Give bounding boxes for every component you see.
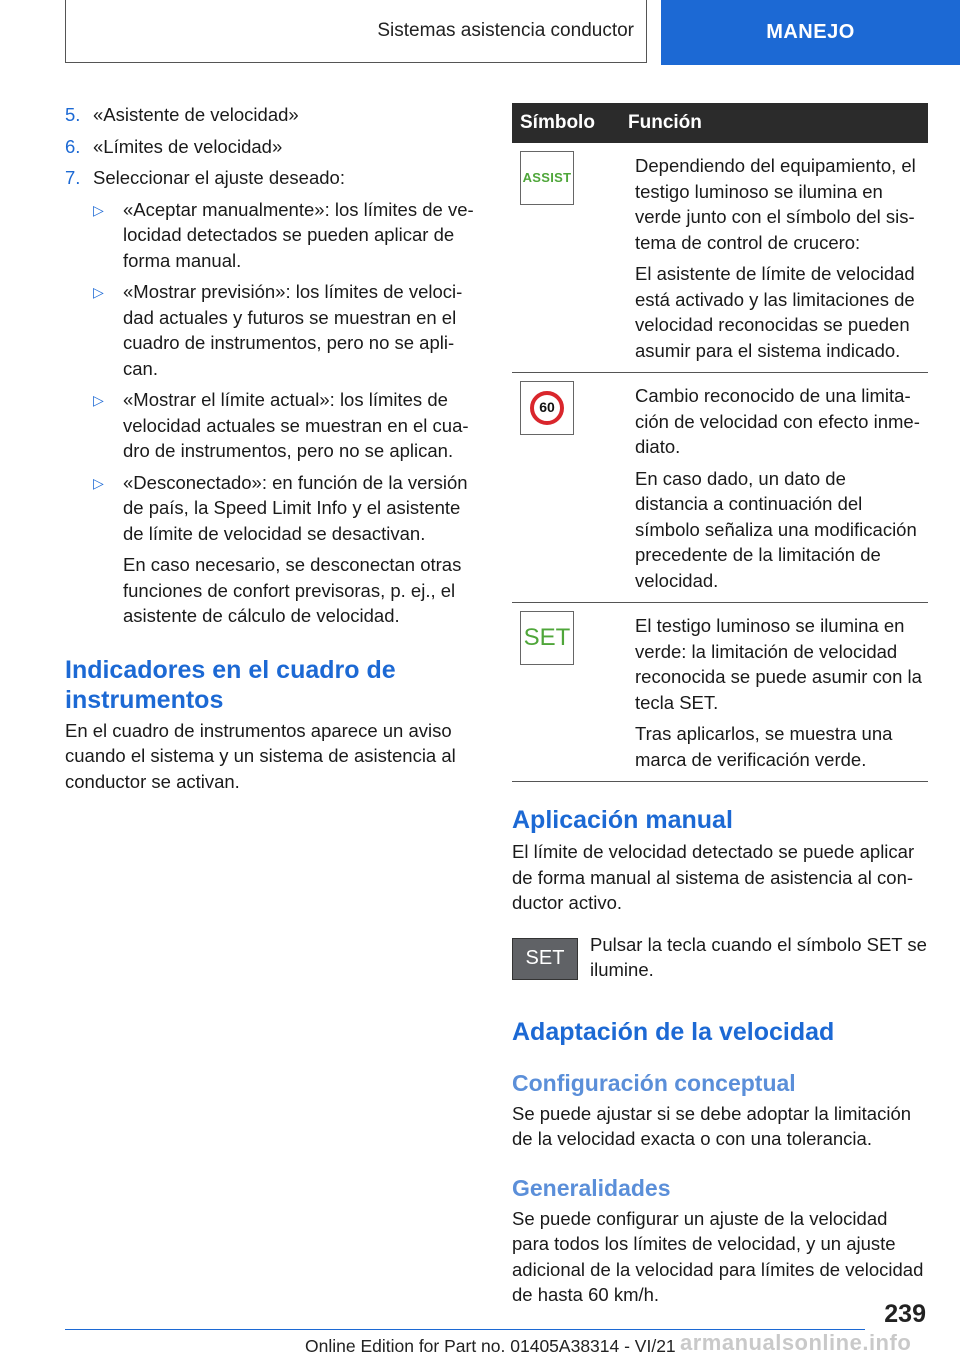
function-cell [620,143,928,373]
column-header-function: Función [620,103,928,143]
right-column [512,103,928,1308]
set-key-instruction [512,933,928,983]
function-text: Cambio reconocido de una limitación de velocidad con efecto inmediato. [635,385,920,457]
column-header-symbol: Símbolo [512,103,620,143]
header-section-title: Sistemas asistencia conductor [377,20,634,41]
set-key-label: SET [525,946,565,969]
option-prevision [93,279,477,381]
set-key-icon [512,938,578,980]
left-column [65,102,477,794]
watermark: armanualsonline.info [680,1330,912,1355]
footer-edition: Online Edition for Part no. 01405A38314 - VI/21 [305,1336,676,1356]
list-text: Seleccionar el ajuste deseado: [93,167,345,188]
symbol-cell [512,603,620,782]
function-text: Dependiendo del equipamiento, el testigo luminoso se ilumina en verde junto con el símbolo del sistema de control de crucero: [635,155,916,253]
function-text: En caso dado, un dato de distancia a continuación del símbolo señaliza una modificación precedente de la limitación de velocidad. [635,467,917,591]
paragraph-indicadores: En el cuadro de instrumentos aparece un aviso cuando el sistema y un sistema de asistencia al conductor se activan. [65,719,456,792]
list-item-7 [65,165,477,191]
page-number: 239 [884,1300,926,1328]
table-row [512,143,928,373]
list-number: 7. [65,167,81,188]
list-item-6 [65,134,477,160]
function-text: El asistente de límite de velocidad está activado y las limitaciones de velocidad reconocidas se pueden asumir para el sistema indicado. [635,263,915,361]
option-aceptar [93,197,477,274]
option-desconectado [93,470,477,629]
triangle-bullet-icon: ▷ [93,392,104,408]
header-section-box [65,0,647,63]
symbol-cell [512,373,620,603]
paragraph-generalidades: Se puede configurar un ajuste de la velocidad para todos los límites de velocidad, y un ajuste adicional de la velocidad para límites de velocidad de hasta 60 km/h. [512,1207,924,1305]
list-number: 6. [65,135,81,157]
chapter-tab-label: MANEJO [766,21,855,43]
set-indicator-label: SET [523,624,571,652]
symbol-cell [512,143,620,373]
assist-icon-label: ASSIST [522,170,572,186]
set-key-text: Pulsar la tecla cuando el símbolo SET se ilumine. [590,933,927,980]
table-row [512,373,928,603]
table-header-row [512,103,928,143]
option-text: «Mostrar el límite actual»: los límites de velocidad actuales se muestran en el cuadro de instrumentos, pero no se aplican. [123,389,469,461]
triangle-bullet-icon: ▷ [93,284,104,300]
option-text: «Desconectado»: en función de la versión de país, la Speed Limit Info y el asistente de límite de velocidad se desactivan. [123,471,468,544]
triangle-bullet-icon: ▷ [93,201,104,218]
function-cell [620,603,928,782]
paragraph-configuracion: Se puede ajustar si se debe adoptar la limitación de la velocidad exacta o con una tolerancia. [512,1102,912,1149]
table-row [512,603,928,782]
heading-adaptacion: Adaptación de la velocidad [512,1017,835,1046]
list-item-5 [65,102,477,128]
heading-generalidades: Generalidades [512,1174,671,1201]
option-text: «Mostrar previsión»: los límites de velocidad actuales y futuros se muestran en el cuadro de instrumentos, pero no se aplican. [123,281,463,379]
heading-indicadores: Indicadores en el cuadro de instrumentos [65,655,396,714]
function-text: El testigo luminoso se ilumina en verde: la limitación de velocidad reconocida se puede asumir con la tecla SET. [635,615,922,713]
paragraph-aplicacion-manual: El límite de velocidad detectado se puede aplicar de forma manual al sistema de asistencia al conductor activo. [512,841,915,913]
assist-icon [520,151,574,205]
function-cell [620,373,928,603]
list-text: «Asistente de velocidad» [93,104,299,125]
speed-limit-60-icon [520,381,574,435]
list-text: «Límites de velocidad» [93,135,283,157]
set-indicator-icon [520,611,574,665]
option-text: «Aceptar manualmente»: los límites de velocidad detectados se pueden aplicar de forma manual. [123,198,474,271]
heading-configuracion: Configuración conceptual [512,1069,796,1096]
option-limite-actual [93,387,477,464]
speed-limit-value: 60 [539,399,555,416]
triangle-bullet-icon: ▷ [93,474,104,491]
function-text: Tras aplicarlos, se muestra una marca de verificación verde. [635,723,893,770]
list-number: 5. [65,104,81,125]
heading-aplicacion-manual: Aplicación manual [512,806,733,834]
chapter-tab[interactable] [661,0,960,65]
symbol-table [512,103,928,782]
option-note: En caso necesario, se desconectan otras funciones de confort previsoras, p. ej., el asistente de cálculo de velocidad. [123,554,462,626]
